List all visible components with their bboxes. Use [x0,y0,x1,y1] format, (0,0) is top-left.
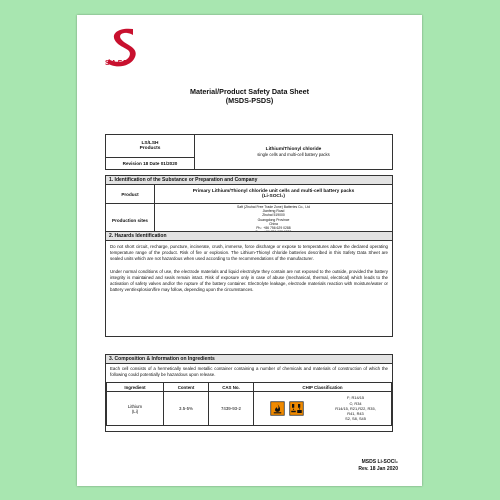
hazards-paragraph-1: Do not short circuit, recharge, puncture, incinerate, crush, immerse, force discharge or expose to temperatures above the declared operating temperature range of the product. Risk of fire or explosion. The Lithium-Thionyl chloride batteries described in this Safety Data Sheet are sealed units which are not hazardous when used according to the recommendations of the manufacturer. [110,244,388,261]
address-line: Zhuhai 519000 [262,213,285,218]
address-line: Ph.: +86 756 629 0288 [256,226,291,231]
product-code-cell [106,135,195,169]
ingredient-name: Lithium [127,403,143,409]
document-footer [358,459,398,473]
cas-cell: 7439-93-2 [209,392,254,426]
corrosive-pictogram-icon [289,401,304,416]
column-header: Content [164,383,209,392]
section-3-header: 3. Composition & Information on Ingredients [106,355,392,364]
chip-classification-cell [320,392,392,426]
ingredient-cell [107,392,164,426]
product-chem-formula: (Li-SOCl₂) [262,194,285,199]
product-full-name: Primary Lithium/Thionyl chloride unit cells and multi-cell battery packs [192,189,355,194]
ingredients-header-row [107,383,392,392]
logo-wordmark: SAFT [105,60,130,67]
footer-msds-id: MSDS Li-SOCl₂ [361,459,398,465]
column-header: CHIP Classification [254,383,392,392]
footer-revision: Rev. 18 Jan 2020 [358,466,398,472]
ingredients-table [106,382,392,426]
document-page [77,15,422,486]
ingredient-symbol: (Li) [131,408,139,414]
section-composition [105,354,393,432]
content-cell: 3.5-5% [164,392,209,426]
pictograms-cell [254,392,321,426]
address-line: China [269,221,278,226]
document-title: Material/Product Safety Data Sheet [189,87,310,96]
chip-line: F; R14/15 [346,395,365,401]
product-name: Lithium/Thionyl chloride [265,147,322,152]
section-2-header: 2. Hazards Identification [106,232,392,241]
chip-line: R41, R43 [347,411,364,417]
chip-line: S2, S8, S45 [345,416,366,422]
product-code-label: Products [139,146,161,151]
chip-line: R14/15, R21,R22, R35, [335,405,376,411]
document-subtitle: (MSDS-PSDS) [225,96,274,105]
table-row [107,392,392,426]
address-line: Saft (Zhuhai Free Trade Zone) Batteries Co., Ltd [237,205,310,209]
section-hazards [105,231,393,337]
section-identification [105,175,393,237]
column-header: Ingredient [107,383,164,392]
production-sites-label: Production sites [106,204,155,237]
composition-intro: Each cell consists of a hermetically sealed metallic container containing a number of chemicals and materials of construction of which the following could potentially be hazardous upon release. [110,366,388,377]
product-code: LS/LSH [141,141,159,146]
hazards-paragraph-2: Under normal conditions of use, the electrode materials and liquid electrolyte they contain are not exposed to the outside, provided the battery integrity is maintained and seals remain intact. Risk of exposure only in case of abuse (mechanical, thermal, electrical) which leads to the activation of safety valves and/or the rupture of the battery container. Electrolyte leakage, electrode materials reaction with moisture/water or battery vent/explosion/fire may follow, depending upon the circumstances. [110,269,388,292]
flammable-pictogram-icon [270,401,285,416]
product-box [105,134,393,170]
chip-line: C; R34 [349,400,362,406]
revision-label: Revision 18 Date 01/2020 [122,161,178,166]
product-description: single cells and multi-cell battery packs [257,152,330,157]
address-line: Guangdong Province [257,217,290,222]
column-header: CAS No. [209,383,254,392]
section-1-header: 1. Identification of the Substance or Preparation and Company [106,176,392,185]
product-label: Product [106,185,155,203]
address-line: Jianfeng Road [262,209,285,214]
